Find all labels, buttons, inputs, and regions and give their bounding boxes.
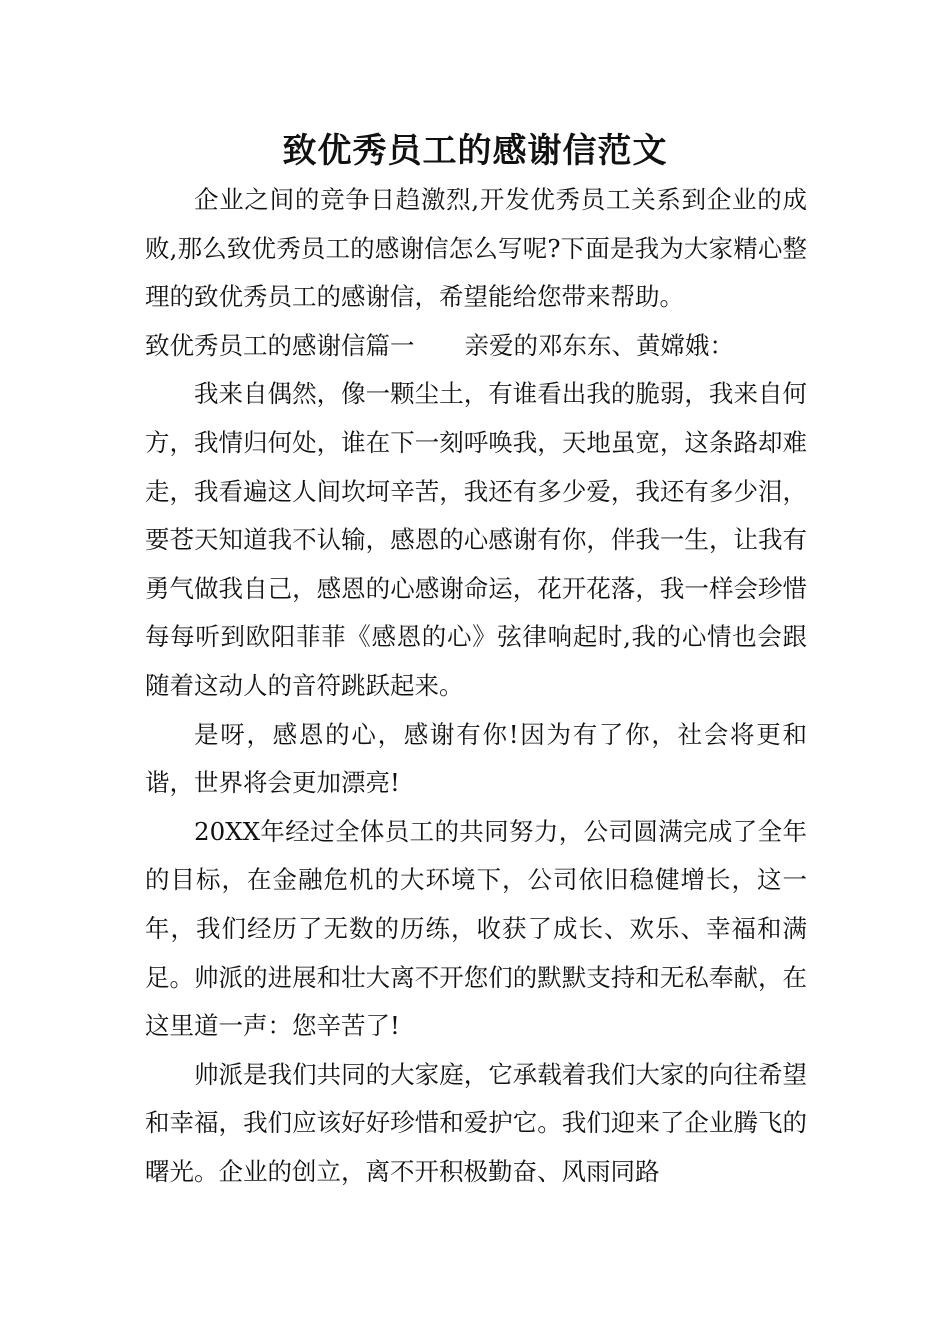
- paragraph-3: 20XX年经过全体员工的共同努力，公司圆满完成了全年的目标，在金融危机的大环境下，公司依旧稳健增长，这一年，我们经历了无数的历练，收获了成长、欢乐、幸福和满足。帅派的进展和壮大离不开您们的默默支持和无私奉献，在这里道一声：您辛苦了!: [145, 816, 807, 1041]
- paragraph-1: 我来自偶然，像一颗尘土，有谁看出我的脆弱，我来自何方，我情归何处，谁在下一刻呼唤我，天地虽宽，这条路却难走，我看遍这人间坎坷辛苦，我还有多少爱，我还有多少泪，要苍天知道我不认输，感恩的心感谢有你，伴我一生，让我有勇气做我自己，感恩的心感谢命运，花开花落，我一样会珍惜 每每听到欧阳菲菲《感恩的心》弦律响起时,我的心情也会跟随着这动人的音符跳跃起来。: [145, 379, 807, 700]
- paragraph-4: 帅派是我们共同的大家庭，它承载着我们大家的向往希望和幸福，我们应该好好珍惜和爱护它。我们迎来了企业腾飞的曙光。企业的创立，离不开积极勤奋、风雨同路: [145, 1059, 807, 1186]
- section-heading-line: [145, 322, 807, 371]
- intro-paragraph: 企业之间的竞争日趋激烈,开发优秀员工关系到企业的成败,那么致优秀员工的感谢信怎么写呢?下面是我为大家精心整理的致优秀员工的感谢信，希望能给您带来帮助。: [145, 185, 807, 312]
- letter-body: [145, 176, 807, 1196]
- section-heading: 致优秀员工的感谢信篇一: [145, 330, 415, 360]
- salutation: 亲爱的邓东东、黄嫦娥：: [464, 330, 734, 360]
- page-title: 致优秀员工的感谢信范文: [282, 131, 668, 171]
- paragraph-2: 是呀，感恩的心，感谢有你!因为有了你，社会将更和谐，世界将会更加漂亮!: [145, 719, 807, 798]
